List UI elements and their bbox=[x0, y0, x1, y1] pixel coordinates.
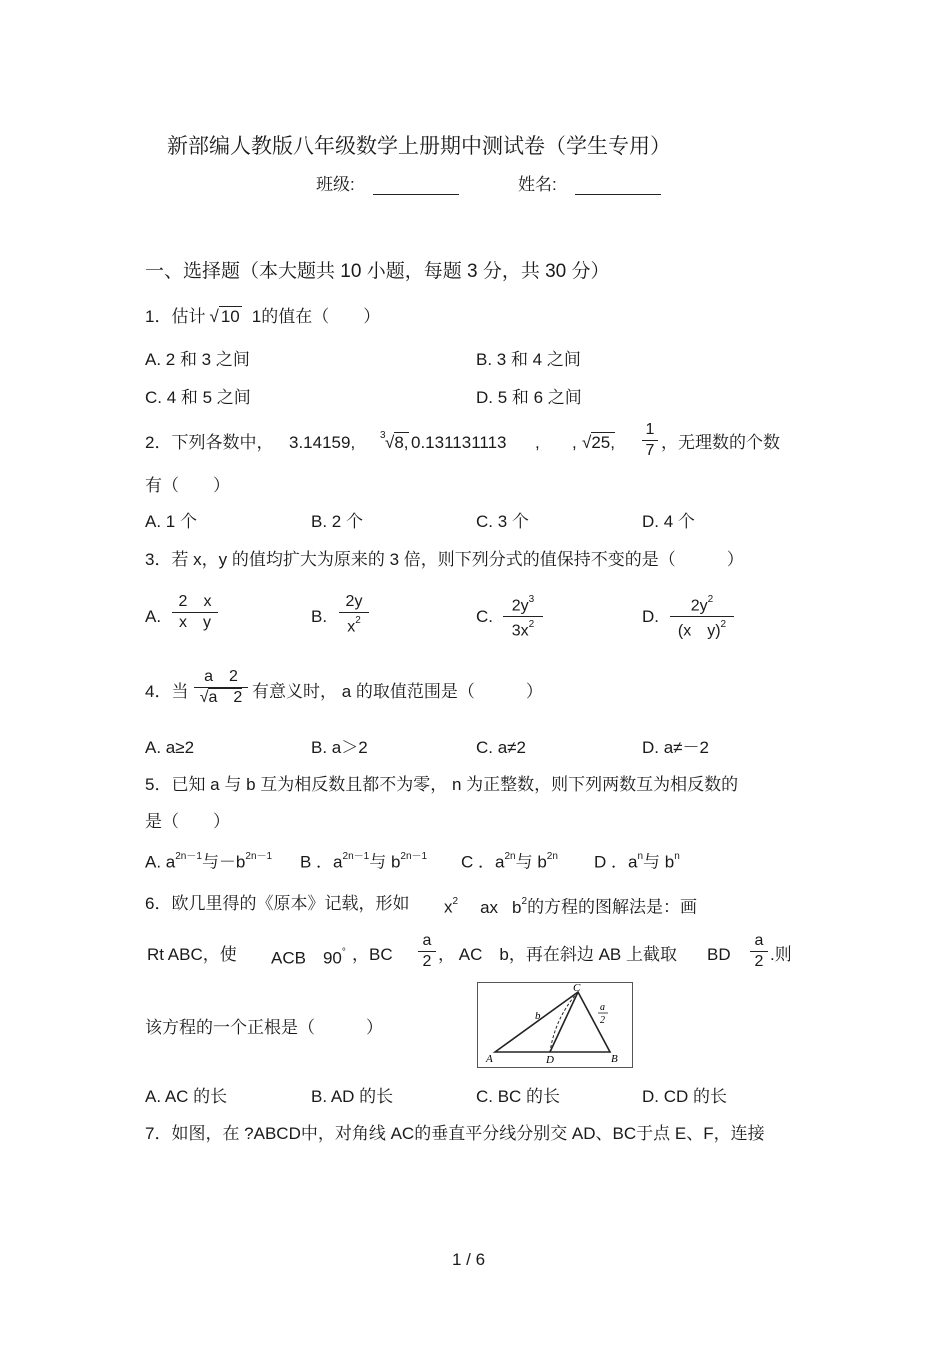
q2-frac-num: 1 bbox=[645, 421, 655, 438]
q6-bc-fraction bbox=[418, 932, 436, 971]
q4-den-radicand: a 2 bbox=[208, 689, 243, 706]
q5-a-pre: A. a bbox=[145, 852, 176, 872]
q4-option-c: C. a≠2 bbox=[476, 738, 526, 757]
q5-d-pre: D ．a bbox=[594, 852, 638, 872]
q2-number-3: 0.131131113 bbox=[411, 433, 507, 452]
q4-suffix: 有意义时， a 的取值范围是（ ） bbox=[252, 682, 543, 701]
page-title: 新部编人教版八年级数学上册期中测试卷（学生专用） bbox=[167, 135, 671, 158]
fraction-bar bbox=[172, 612, 218, 613]
label-side-two: 2 bbox=[600, 1015, 605, 1026]
q3-c-fraction bbox=[503, 593, 543, 641]
q3-b-den bbox=[339, 614, 369, 636]
q3-c-den bbox=[503, 618, 543, 640]
q3-b-fraction bbox=[339, 593, 369, 636]
label-d-vertex: D bbox=[546, 1054, 554, 1066]
q3-d-num-exp: 2 bbox=[707, 594, 714, 605]
label-c-vertex: C bbox=[573, 982, 581, 994]
q3-b-num: 2y bbox=[345, 593, 363, 610]
q2-sqrt-radicand: 25, bbox=[591, 433, 615, 452]
q2-frac-den: 7 bbox=[645, 442, 655, 459]
q6-eq-b-exp: 2 bbox=[521, 896, 528, 907]
q5-c-exp1: 2n bbox=[504, 851, 516, 862]
q2-option-b: B. 2 个 bbox=[311, 512, 363, 531]
q2-cube-radicand: 8, bbox=[394, 433, 409, 452]
section-heading: 一、选择题（本大题共 10 小题，每题 3 分，共 30 分） bbox=[145, 261, 610, 282]
q5-line1: 5．已知 a 与 b 互为相反数且都不为零， n 为正整数，则下列两数互为相反数的 bbox=[145, 775, 739, 794]
q6-bd-num: a bbox=[754, 932, 764, 949]
fraction-bar bbox=[503, 616, 543, 617]
q5-d-exp2: n bbox=[674, 851, 680, 862]
q2-sqrt bbox=[582, 433, 615, 453]
q1-suffix: 1的值在（ ） bbox=[251, 307, 381, 326]
q2-cube-root bbox=[385, 433, 409, 453]
q3-b-label: B. bbox=[311, 607, 328, 626]
q5-a-mid: 与－b bbox=[201, 852, 246, 872]
q6-option-d: D. CD 的长 bbox=[642, 1087, 727, 1106]
q5-c-exp2: 2n bbox=[546, 851, 558, 862]
q5-c-pre: C ．a bbox=[461, 852, 505, 872]
radical-sign: √ bbox=[582, 433, 592, 452]
q3-b-den-base: x bbox=[347, 618, 356, 636]
label-side-a: a bbox=[600, 1002, 605, 1013]
figure-frame bbox=[478, 983, 633, 1068]
q3-d-den-exp: 2 bbox=[720, 619, 727, 631]
q6-option-a: A. AC 的长 bbox=[145, 1087, 228, 1106]
q6-bd-fraction bbox=[750, 932, 768, 971]
q5-b-exp2: 2n－1 bbox=[400, 851, 428, 862]
question-1 bbox=[145, 307, 380, 327]
q7-line1: 7．如图，在 ?ABCD中，对角线 AC的垂直平分线分别交 AD、BC于点 E、F，连接 bbox=[145, 1124, 765, 1143]
q5-option-b bbox=[300, 849, 427, 873]
q6-bd-den: 2 bbox=[754, 953, 764, 970]
q2-option-a: A. 1 个 bbox=[145, 512, 197, 531]
q2-number-1: 3.14159, bbox=[289, 433, 356, 452]
q5-option-c bbox=[461, 849, 558, 873]
q4-option-a: A. a≥2 bbox=[145, 738, 195, 757]
q3-stem: 3．若 x，y 的值均扩大为原来的 3 倍，则下列分式的值保持不变的是（ ） bbox=[145, 550, 744, 569]
q3-a-label: A. bbox=[145, 607, 162, 626]
q3-c-num-base: 2y bbox=[511, 597, 529, 615]
q6-degree: ° bbox=[341, 947, 346, 958]
label-side-b: b bbox=[535, 1010, 541, 1022]
q3-a-fraction bbox=[172, 593, 218, 632]
q4-option-d: D. a≠－2 bbox=[642, 738, 709, 757]
label-a-vertex: A bbox=[486, 1053, 493, 1065]
q6-line1-suffix: 的方程的图解法是：画 bbox=[527, 897, 698, 917]
q3-c-num bbox=[503, 593, 543, 615]
q1-option-d: D. 5 和 6 之间 bbox=[476, 388, 582, 407]
q5-option-a bbox=[145, 849, 272, 873]
fraction-bar bbox=[642, 440, 658, 441]
q5-d-exp1: n bbox=[637, 851, 644, 862]
q2-line2: 有（ ） bbox=[145, 476, 230, 495]
sqrt-sign: √ bbox=[209, 307, 219, 326]
q1-option-c: C. 4 和 5 之间 bbox=[145, 388, 251, 407]
q1-prefix: 1．估计 bbox=[145, 307, 206, 326]
q3-d-num bbox=[670, 593, 734, 615]
radical-sign: √ bbox=[199, 689, 209, 706]
q4-prefix: 4．当 bbox=[145, 682, 189, 701]
q6-eq-x-exp: 2 bbox=[452, 896, 459, 907]
q5-b-pre: B ．a bbox=[300, 852, 343, 872]
q2-option-c: C. 3 个 bbox=[476, 512, 529, 531]
q3-d-den bbox=[670, 618, 734, 640]
q6-option-b: B. AD 的长 bbox=[311, 1087, 394, 1106]
q6-ac: ， AC b，再在斜边 AB 上截取 bbox=[438, 945, 677, 964]
radical-sign: √ bbox=[385, 433, 395, 452]
fraction-bar bbox=[418, 951, 436, 952]
class-blank bbox=[373, 176, 459, 195]
name-field bbox=[518, 175, 661, 195]
q6-bc-num: a bbox=[422, 932, 432, 949]
q6-bc-den: 2 bbox=[422, 953, 432, 970]
triangle-figure bbox=[477, 982, 633, 1068]
q6-rt: Rt ABC，使 bbox=[147, 945, 237, 964]
name-label: 姓名: bbox=[518, 175, 557, 194]
label-b-vertex: B bbox=[611, 1053, 618, 1065]
q5-b-exp1: 2n－1 bbox=[342, 851, 370, 862]
q4-option-b: B. a＞2 bbox=[311, 738, 368, 757]
q3-d-fraction bbox=[670, 593, 734, 641]
q3-c-den-exp: 2 bbox=[528, 619, 535, 631]
q5-option-d bbox=[594, 849, 680, 873]
q6-bc: ，BC bbox=[352, 945, 393, 964]
q5-d-mid: 与 b bbox=[643, 852, 675, 872]
q6-eq-b: b bbox=[512, 897, 522, 917]
q2-sep-1: , bbox=[535, 433, 540, 452]
q2-option-d: D. 4 个 bbox=[642, 512, 695, 531]
fraction-bar bbox=[750, 951, 768, 952]
q6-line1-prefix: 6．欧几里得的《原本》记载，形如 bbox=[145, 894, 410, 913]
q5-a-exp2: 2n－1 bbox=[245, 851, 273, 862]
q2-sep-2: , bbox=[572, 433, 577, 452]
q4-frac-den bbox=[194, 689, 248, 707]
q6-bd: BD bbox=[707, 945, 731, 964]
q6-eq-ax: ax bbox=[480, 897, 499, 917]
q6-angle bbox=[271, 945, 346, 969]
q1-option-a: A. 2 和 3 之间 bbox=[145, 350, 250, 369]
q2-prefix: 2．下列各数中， bbox=[145, 433, 274, 452]
q4-fraction bbox=[194, 668, 248, 707]
q3-d-label: D. bbox=[642, 607, 659, 626]
class-label: 班级: bbox=[316, 175, 355, 194]
q6-option-c: C. BC 的长 bbox=[476, 1087, 561, 1106]
q1-radicand: 10 bbox=[220, 307, 240, 326]
q6-eq-x: x bbox=[444, 897, 453, 917]
q3-a-den: x y bbox=[178, 614, 211, 631]
q3-a-num: 2 x bbox=[178, 593, 212, 610]
q3-d-num-base: 2y bbox=[690, 597, 708, 615]
q3-c-num-exp: 3 bbox=[528, 594, 535, 605]
q1-option-b: B. 3 和 4 之间 bbox=[476, 350, 581, 369]
q6-end: .则 bbox=[770, 945, 792, 964]
q2-suffix: ，无理数的个数 bbox=[661, 433, 780, 452]
q3-d-den-base: (x y) bbox=[677, 622, 721, 640]
fraction-bar bbox=[670, 616, 734, 617]
q5-line2: 是（ ） bbox=[145, 812, 230, 831]
q2-fraction bbox=[642, 421, 658, 460]
q3-c-den-base: 3x bbox=[511, 622, 529, 640]
q5-c-mid: 与 b bbox=[515, 852, 547, 872]
q4-frac-num: a 2 bbox=[204, 668, 238, 685]
q5-a-exp1: 2n－1 bbox=[175, 851, 202, 862]
q5-b-mid: 与 b bbox=[369, 852, 401, 872]
page-number: 1 / 6 bbox=[452, 1250, 486, 1269]
q3-b-den-exp: 2 bbox=[355, 615, 361, 626]
q6-line3: 该方程的一个正根是（ ） bbox=[145, 1018, 383, 1037]
class-field bbox=[316, 175, 459, 195]
q6-equation bbox=[444, 894, 697, 918]
q3-c-label: C. bbox=[476, 607, 493, 626]
q6-acb: ACB 90 bbox=[271, 948, 342, 968]
fraction-bar bbox=[339, 612, 369, 613]
q2-cube-index: 3 bbox=[380, 430, 386, 441]
name-blank bbox=[575, 176, 661, 195]
